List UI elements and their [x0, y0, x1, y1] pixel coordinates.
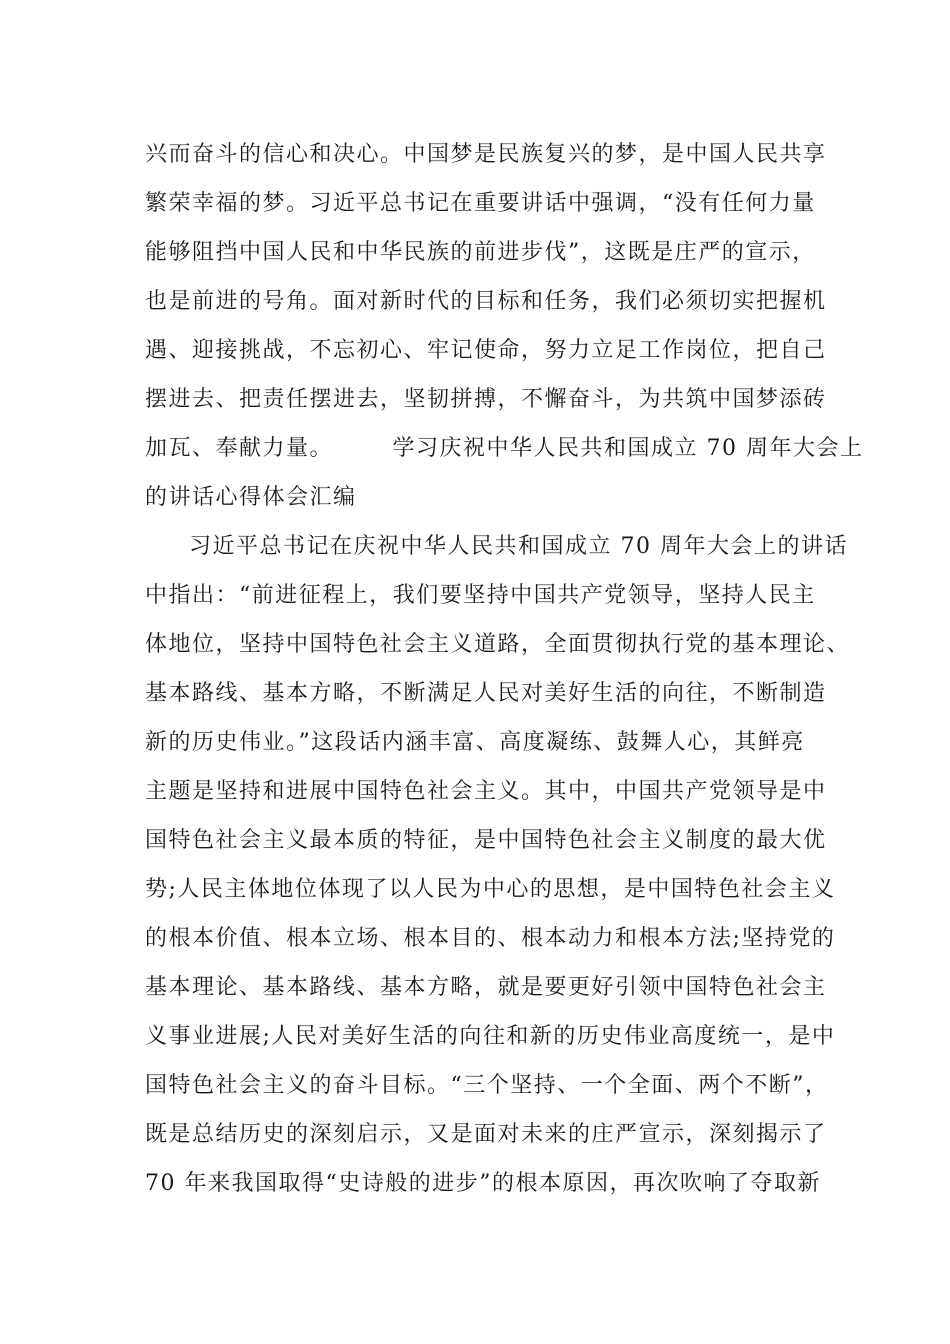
text-line: 新的历史伟业。”这段话内涵丰富、高度凝练、鼓舞人心，其鲜亮	[145, 730, 805, 755]
text-line: 义事业进展;人民对美好生活的向往和新的历史伟业高度统一，是中	[145, 1024, 836, 1049]
paragraph-continuation	[145, 130, 864, 522]
text-line: 能够阻挡中国人民和中华民族的前进步伐”，这既是庄严的宣示，	[145, 240, 816, 265]
text-line: 基本路线、基本方略，不断满足人民对美好生活的向往，不断制造	[145, 681, 827, 706]
text-line: 的根本价值、根本立场、根本目的、根本动力和根本方法;坚持党的	[145, 926, 836, 951]
text-line: 国特色社会主义最本质的特征，是中国特色社会主义制度的最大优	[145, 828, 827, 853]
text-line: 既是总结历史的深刻启示，又是面对未来的庄严宣示，深刻揭示了	[145, 1122, 827, 1147]
text-line-first: 习近平总书记在庆祝中华人民共和国成立 70 周年大会上的讲话	[189, 534, 848, 559]
text-line: 遇、迎接挑战，不忘初心、牢记使命，努力立足工作岗位，把自己	[145, 338, 827, 363]
text-line: 势;人民主体地位体现了以人民为中心的思想，是中国特色社会主义	[145, 877, 836, 902]
paragraph-body	[145, 522, 851, 1208]
text-line: 兴而奋斗的信心和决心。中国梦是民族复兴的梦，是中国人民共享	[145, 142, 827, 167]
text-line: 摆进去、把责任摆进去，坚韧拼搏，不懈奋斗，为共筑中国梦添砖	[145, 387, 827, 412]
text-line: 国特色社会主义的奋斗目标。“三个坚持、一个全面、两个不断”，	[145, 1073, 829, 1098]
text-line: 的讲话心得体会汇编	[145, 485, 357, 510]
text-line: 基本理论、基本路线、基本方略，就是要更好引领中国特色社会主	[145, 975, 827, 1000]
text-line: 体地位，坚持中国特色社会主义道路，全面贯彻执行党的基本理论、	[145, 632, 851, 657]
text-line: 主题是坚持和进展中国特色社会主义。其中，中国共产党领导是中	[145, 779, 827, 804]
text-line: 70 年来我国取得“史诗般的进步”的根本原因，再次吹响了夺取新	[145, 1171, 821, 1196]
text-line: 加瓦、奉献力量。 学习庆祝中华人民共和国成立 70 周年大会上	[145, 436, 864, 461]
text-line: 中指出：“前进征程上，我们要坚持中国共产党领导，坚持人民主	[145, 583, 816, 608]
text-line: 也是前进的号角。面对新时代的目标和任务，我们必须切实把握机	[145, 289, 827, 314]
text-line: 繁荣幸福的梦。习近平总书记在重要讲话中强调，“没有任何力量	[145, 191, 816, 216]
